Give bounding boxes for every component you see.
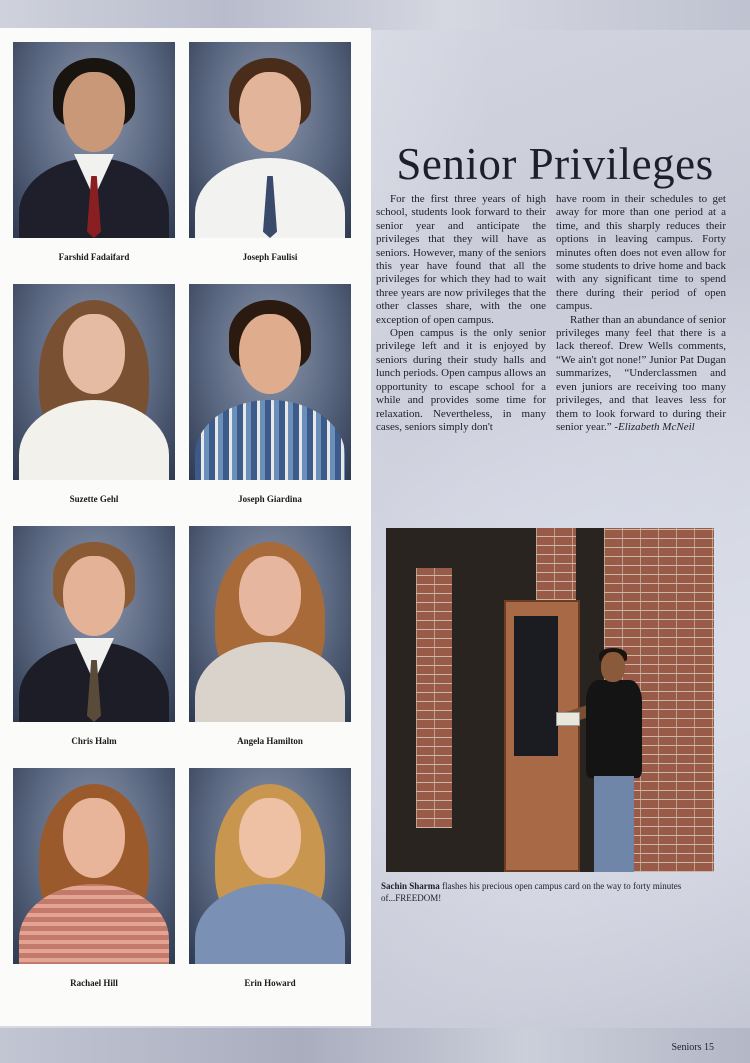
article-paragraph	[556, 314, 726, 435]
caption-name: Sachin Sharma	[381, 881, 440, 891]
portrait-caption: Angela Hamilton	[237, 736, 303, 746]
hallway-photo	[386, 528, 714, 872]
portrait-caption: Farshid Fadaifard	[58, 252, 130, 262]
article-column-2	[556, 193, 726, 434]
portrait-caption: Suzette Gehl	[69, 494, 119, 504]
byline: -Elizabeth McNeil	[614, 420, 695, 433]
portrait-panel	[0, 28, 371, 1026]
portrait-caption: Joseph Giardina	[238, 494, 302, 504]
portrait-photo-farshid-fadaifard	[13, 42, 175, 238]
portrait-caption: Rachael Hill	[70, 978, 118, 988]
photo-caption	[381, 880, 727, 904]
article-paragraph: Open campus is the only senior privilege left and it is enjoyed by seniors during their study halls and lunch periods. Open campus allows an opportunity to escape school for a while and provides some time for relaxation. Nevertheless, in many cases, seniors simply don't	[376, 327, 546, 433]
portrait-caption: Chris Halm	[71, 736, 117, 746]
portrait-caption: Joseph Faulisi	[242, 252, 298, 262]
article-text: Rather than an abundance of senior privileges many feel that there is a lack thereof. Drew Wells comments, “We ain't got none!” Junior Pat Dugan summarizes, “Underclassmen and even juniors are receiving too many privileges, and that leaves less for them to look forward to during their senior year.”	[556, 313, 726, 433]
marbled-border-top	[0, 0, 750, 30]
portrait-photo-erin-howard	[189, 768, 351, 964]
portrait-photo-rachael-hill	[13, 768, 175, 964]
portrait-photo-joseph-faulisi	[189, 42, 351, 238]
page-number: Seniors 15	[671, 1042, 714, 1053]
page-title: Senior Privileges	[396, 139, 714, 189]
article-paragraph: have room in their schedules to get away for more than one period at a time, and this sharply reduces their options in leaving campus. Forty minutes often does not even allow for some students to drive home and back with any significant time to spend there during their period of open campus.	[556, 193, 726, 313]
article-column-1	[376, 193, 546, 434]
portrait-photo-angela-hamilton	[189, 526, 351, 722]
marbled-border-bottom	[0, 1028, 750, 1063]
article-paragraph: For the first three years of high school, students look forward to their senior year and anticipate the privileges that they will have as seniors. However, many of the seniors this year have found that all the privileges for which they had to wait three years are now privileges that the other classes share, with the one exception of open campus.	[376, 193, 546, 326]
portrait-photo-suzette-gehl	[13, 284, 175, 480]
portrait-photo-chris-halm	[13, 526, 175, 722]
caption-text: flashes his precious open campus card on the way to forty minutes of...FREEDOM!	[381, 881, 682, 903]
portrait-caption: Erin Howard	[244, 978, 296, 988]
portrait-photo-joseph-giardina	[189, 284, 351, 480]
